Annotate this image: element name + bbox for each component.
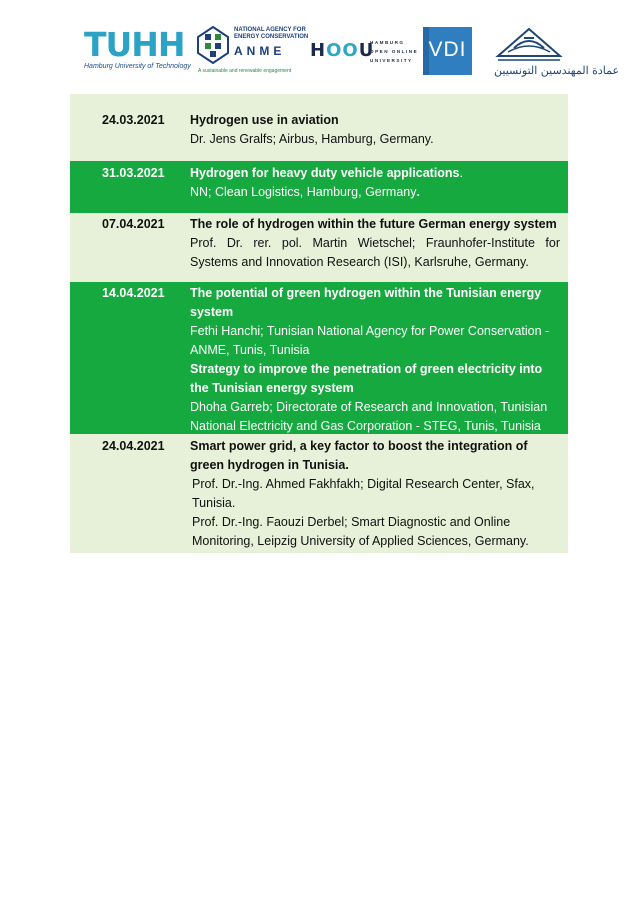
session-entry [190,284,560,436]
session-speaker: Dr. Jens Gralfs; Airbus, Hamburg, Germany. [190,132,434,146]
session-speaker: Prof. Dr. rer. pol. Martin Wietschel; Fraunhofer-Institute for Systems and Innovation Research (ISI), Karlsruhe, Germany. [190,236,560,269]
session-date: 07.04.2021 [102,217,165,231]
session-title: Hydrogen for heavy duty vehicle applications. [190,166,463,180]
anme-logo [197,24,309,80]
tuhh-wordmark: TUHH [84,25,185,64]
session-title: Smart power grid, a key factor to boost the integration of green hydrogen in Tunisia. [190,439,528,472]
session-entry [190,215,560,272]
tunisian-engineers-arabic-text: عمادة المهندسين التونسيين [494,64,620,77]
tuhh-subtitle: Hamburg University of Technology [84,63,191,70]
schedule-table [70,94,568,553]
session-entry [190,437,560,551]
anme-acronym: ANME [234,44,286,58]
tuhh-logo [84,25,191,70]
anme-tagline: A sustainable and renewable engagement [198,68,292,74]
table-row [70,161,568,213]
session-title-2: Strategy to improve the penetration of green electricity into the Tunisian energy system [190,362,543,395]
session-date: 31.03.2021 [102,166,165,180]
table-row [70,434,568,553]
tunisian-engineers-logo [494,26,620,78]
anme-title: NATIONAL AGENCY FOR ENERGY CONSERVATION [234,27,309,40]
session-speaker: NN; Clean Logistics, Hamburg, Germany. [190,185,420,199]
anme-emblem-icon [197,26,229,64]
hoou-wordmark: HOOU [310,40,375,61]
session-entry [190,111,560,149]
session-speaker-2: Dhoha Garreb; Directorate of Research and Innovation, Tunisian National Electricity and Gas Corporation - STEG, Tunis, Tunisia [190,400,548,433]
session-title: The role of hydrogen within the future German energy system [190,217,557,231]
session-title: Hydrogen use in aviation [190,113,339,127]
session-title: The potential of green hydrogen within the Tunisian energy system [190,286,542,319]
logo-strip [0,0,638,90]
table-row [70,94,568,161]
session-entry [190,164,560,202]
session-speaker: Fethi Hanchi; Tunisian National Agency for Power Conservation - ANME, Tunis, Tunisia [190,324,550,357]
hoou-side-text: HAMBURG OPEN ONLINE UNIVERSITY [370,40,419,63]
table-row [70,282,568,434]
session-date: 24.04.2021 [102,439,165,453]
tunisian-engineers-emblem-icon [494,26,564,64]
session-speaker-2: Prof. Dr.-Ing. Faouzi Derbel; Smart Diagnostic and Online Monitoring, Leipzig University of Applied Sciences, Germany. [192,515,529,548]
session-date: 14.04.2021 [102,286,165,300]
vdi-logo [423,27,472,75]
hoou-logo [310,36,419,68]
session-speaker: Prof. Dr.-Ing. Ahmed Fakhfakh; Digital Research Center, Sfax, Tunisia. [192,477,535,510]
table-row [70,213,568,282]
vdi-wordmark: VDI [428,38,467,61]
session-date: 24.03.2021 [102,113,165,127]
